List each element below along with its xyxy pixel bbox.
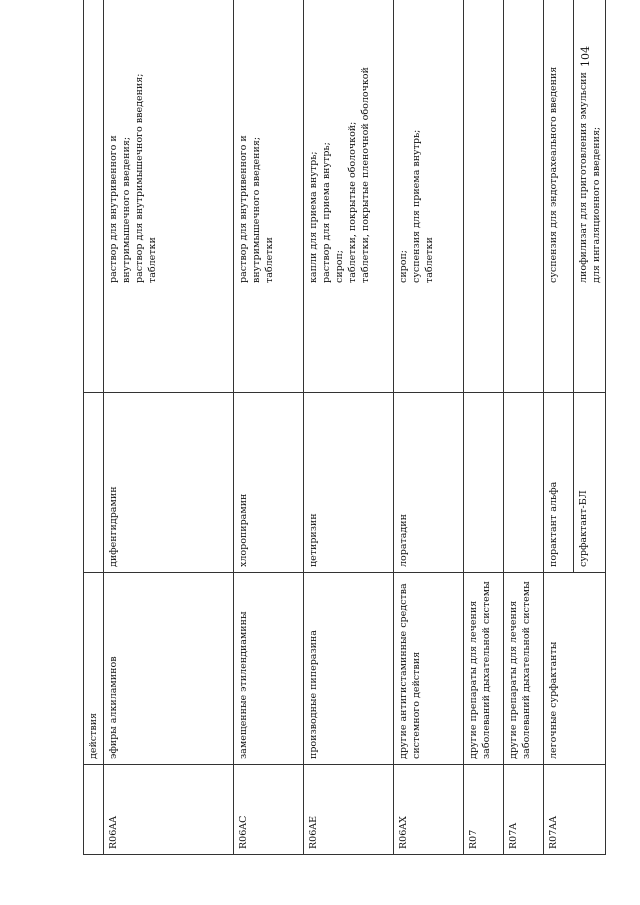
group-name-line: другие антигистаминные средства	[398, 583, 409, 759]
drug-name-cell	[104, 393, 234, 573]
atc-code-cell	[394, 765, 464, 855]
drug-name: дифенгидрамин	[108, 486, 119, 567]
drug-table	[83, 0, 606, 855]
dosage-form-line: внутримышечного введения;	[251, 136, 263, 283]
atc-code: R07AA	[548, 816, 559, 849]
atc-code-cell	[544, 765, 606, 855]
atc-code: R06AE	[308, 815, 319, 849]
table-row	[304, 0, 394, 855]
drug-name: лоратадин	[398, 514, 409, 567]
form-gap-cell	[234, 288, 304, 393]
dosage-form-line: капли для приема внутрь;	[308, 151, 319, 283]
dosage-form-line: раствор для внутривенного и	[238, 135, 249, 283]
group-name-cell	[504, 573, 544, 765]
drug-name: сурфактант-БЛ	[578, 490, 589, 567]
dosage-form-cell	[504, 0, 544, 288]
drug-name-cell	[544, 393, 574, 573]
atc-code: R06AA	[108, 816, 119, 849]
table-row	[504, 0, 544, 855]
table-cell	[84, 0, 104, 288]
group-name-line: производные пиперазина	[308, 630, 319, 759]
form-gap-cell	[544, 288, 574, 393]
drug-name-cell	[504, 393, 544, 573]
dosage-form-line: суспензия для эндотрахеального введения	[548, 66, 559, 283]
group-name-line: заболеваний дыхательной системы	[521, 581, 533, 759]
dosage-form-line: таблетки, покрытые оболочкой;	[347, 121, 359, 283]
dosage-form-cell	[234, 0, 304, 288]
atc-code-cell	[304, 765, 394, 855]
dosage-form-line: таблетки	[147, 237, 159, 283]
group-name-line: системного действия	[411, 651, 423, 759]
page-number: 104	[578, 45, 592, 67]
dosage-form-line: раствор для внутривенного и	[108, 135, 119, 283]
dosage-form-line: таблетки	[424, 237, 436, 283]
dosage-form-cell	[394, 0, 464, 288]
dosage-form-line: суспензия для приема внутрь;	[411, 129, 423, 283]
dosage-form-cell	[304, 0, 394, 288]
dosage-form-cell	[104, 0, 234, 288]
table-row	[394, 0, 464, 855]
atc-code-cell	[504, 765, 544, 855]
drug-name: хлоропирамин	[238, 493, 249, 567]
form-gap-cell	[394, 288, 464, 393]
group-name-cell	[104, 573, 234, 765]
dosage-form-line: сироп;	[334, 250, 346, 283]
dosage-form-line: сироп;	[398, 250, 409, 283]
dosage-form-cell	[574, 0, 606, 288]
form-gap-cell	[574, 288, 606, 393]
atc-code: R06AC	[238, 815, 249, 849]
dosage-form-line: раствор для внутримышечного введения;	[134, 73, 146, 283]
group-name-line: замещенные этилендиамины	[238, 611, 249, 759]
group-name-line: другие препараты для лечения	[468, 600, 479, 759]
atc-code: R07	[468, 829, 479, 849]
table-cell	[84, 393, 104, 573]
group-name-cell	[544, 573, 606, 765]
dosage-form-line: раствор для приема внутрь;	[321, 142, 333, 283]
form-gap-cell	[104, 288, 234, 393]
atc-code-cell	[234, 765, 304, 855]
table-row	[104, 0, 234, 855]
group-name-cell	[464, 573, 504, 765]
atc-code-cell	[464, 765, 504, 855]
atc-code-cell	[104, 765, 234, 855]
form-gap-cell	[304, 288, 394, 393]
table-row	[464, 0, 504, 855]
drug-name: цетиризин	[308, 513, 319, 567]
drug-name-cell	[234, 393, 304, 573]
group-name-cell	[234, 573, 304, 765]
atc-code: R06AX	[398, 816, 409, 849]
form-gap-cell	[464, 288, 504, 393]
dosage-form-line: для ингаляционного введения;	[591, 126, 603, 283]
table-row	[234, 0, 304, 855]
dosage-form-cell	[544, 0, 574, 288]
dosage-form-line: таблетки, покрытые пленочной оболочкой	[360, 67, 372, 283]
form-gap-cell	[504, 288, 544, 393]
atc-code: R07A	[508, 822, 519, 849]
dosage-form-line: внутримышечного введения;	[121, 136, 133, 283]
table-cell	[84, 288, 104, 393]
continuation-header: действия	[88, 712, 99, 759]
dosage-form-line: лиофилизат для приготовления эмульсии	[578, 72, 589, 283]
table-row	[544, 0, 574, 855]
drug-name-cell	[464, 393, 504, 573]
table-continuation-row	[84, 0, 104, 855]
group-name-line: эфиры алкиламинов	[108, 656, 119, 759]
drug-name-cell	[394, 393, 464, 573]
group-name-line: легочные сурфактанты	[548, 641, 559, 759]
table-cell	[84, 765, 104, 855]
drug-name: порактант альфа	[548, 481, 559, 567]
group-name-cell	[394, 573, 464, 765]
group-name-line: другие препараты для лечения	[508, 600, 519, 759]
table-cell	[84, 573, 104, 765]
group-name-line: заболеваний дыхательной системы	[481, 581, 493, 759]
drug-name-cell	[304, 393, 394, 573]
drug-name-cell	[574, 393, 606, 573]
dosage-form-line: таблетки	[264, 237, 276, 283]
group-name-cell	[304, 573, 394, 765]
dosage-form-cell	[464, 0, 504, 288]
